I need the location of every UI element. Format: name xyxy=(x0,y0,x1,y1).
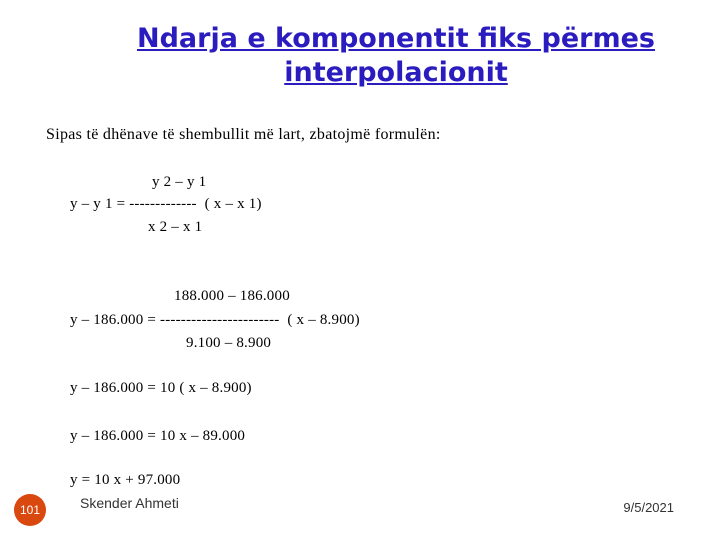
title-line-1: Ndarja e komponentit fiks përmes xyxy=(137,23,655,54)
title-line-2: interpolacionit xyxy=(284,57,508,88)
page-number: 101 xyxy=(19,503,41,517)
footer-author: Skender Ahmeti xyxy=(80,495,179,511)
substitution-numerator: 188.000 – 186.000 xyxy=(174,288,290,304)
step-1: y – 186.000 = 10 ( x – 8.900) xyxy=(70,380,252,396)
step-2: y – 186.000 = 10 x – 89.000 xyxy=(70,428,246,444)
slide-title xyxy=(60,22,720,90)
footer-date: 9/5/2021 xyxy=(623,500,674,515)
substitution-main: y – 186.000 = ----------------------- ( x – 8.900) xyxy=(70,312,360,328)
result: y = 10 x + 97.000 xyxy=(70,472,181,488)
intro-text: Sipas të dhënave të shembullit më lart, zbatojmë formulën: xyxy=(46,126,441,143)
page-number-badge xyxy=(14,494,46,526)
substitution-denominator: 9.100 – 8.900 xyxy=(186,335,272,351)
formula-denominator: x 2 – x 1 xyxy=(148,219,203,235)
formula-main: y – y 1 = ------------- ( x – x 1) xyxy=(70,196,262,212)
formula-numerator: y 2 – y 1 xyxy=(152,174,207,190)
